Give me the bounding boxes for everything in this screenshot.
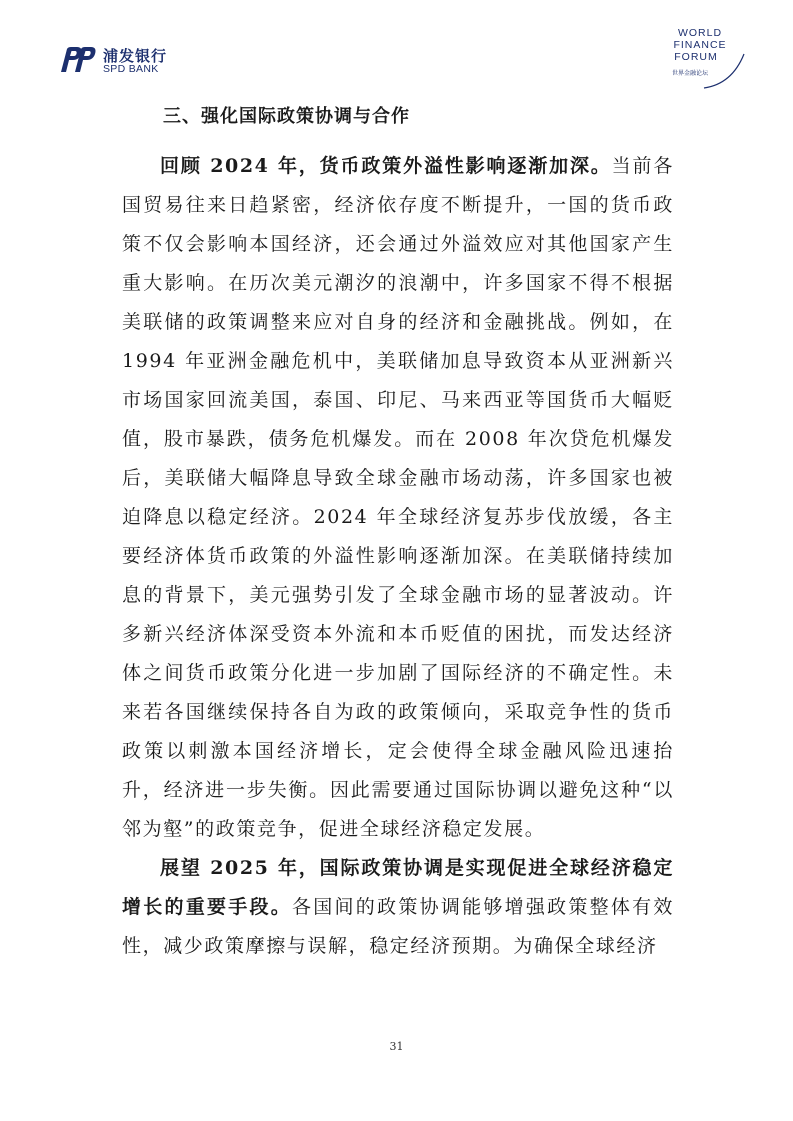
paragraph-outlook-2025 bbox=[122, 849, 674, 966]
spd-bank-logo-icon bbox=[57, 45, 97, 75]
paragraph-body-review-2024: 当前各国贸易往来日趋紧密，经济依存度不断提升，一国的货币政策不仅会影响本国经济，还会通过外溢效应对其他国家产生重大影响。在历次美元潮汐的浪潮中，许多国家不得不根据美联储的政策调整来应对自身的经济和金融挑战。例如，在1994 年亚洲金融危机中，美联储加息导致资本从亚洲新兴市场国家回流美国，泰国、印尼、马来西亚等国货币大幅贬值，股市暴跌，债务危机爆发。而在 2008 年次贷危机爆发后，美联储大幅降息导致全球金融市场动荡，许多国家也被迫降息以稳定经济。2024 年全球经济复苏步伐放缓，各主要经济体货币政策的外溢性影响逐渐加深。在美联储持续加息的背景下，美元强势引发了全球金融市场的显著波动。许多新兴经济体深受资本外流和本币贬值的困扰，而发达经济体之间货币政策分化进一步加剧了国际经济的不确定性。未来若各国继续保持各自为政的政策倾向，采取竞争性的货币政策以刺激本国经济增长，定会使得全球金融风险迅速抬升，经济进一步失衡。因此需要通过国际协调以避免这种“以邻为壑”的政策竞争，促进全球经济稳定发展。 bbox=[122, 155, 674, 840]
spd-bank-logo bbox=[57, 44, 217, 78]
wff-name-cn: 世界金融论坛 bbox=[672, 70, 709, 77]
page-number: 31 bbox=[389, 1040, 404, 1053]
world-finance-forum-logo bbox=[650, 28, 750, 90]
wff-line-forum: FORUM bbox=[674, 51, 718, 63]
spd-bank-name-cn: 浦发银行 bbox=[103, 47, 168, 65]
wff-arc-icon bbox=[698, 48, 746, 90]
wff-line-finance: FINANCE bbox=[673, 39, 727, 51]
spd-bank-name-en: SPD BANK bbox=[103, 63, 159, 75]
document-body bbox=[122, 98, 674, 966]
paragraph-body-outlook-2025: 各国间的政策协调能够增强政策整体有效性，减少政策摩擦与误解，稳定经济预期。为确保全球经济 bbox=[122, 896, 674, 957]
paragraph-lead-outlook-2025: 展望 2025 年，国际政策协调是实现促进全球经济稳定增长的重要手段。 bbox=[122, 857, 674, 918]
paragraph-review-2024 bbox=[122, 147, 674, 849]
section-heading: 三、强化国际政策协调与合作 bbox=[163, 106, 410, 127]
paragraph-lead-review-2024: 回顾 2024 年，货币政策外溢性影响逐渐加深。 bbox=[160, 155, 612, 177]
wff-line-world: WORLD bbox=[677, 27, 723, 39]
